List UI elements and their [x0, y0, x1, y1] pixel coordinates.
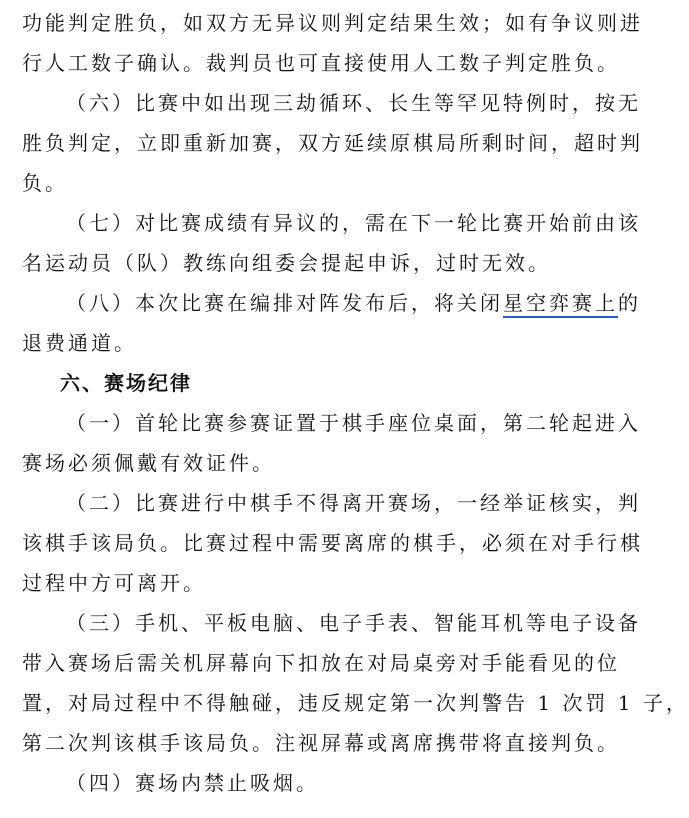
paragraph-line: 过程中方可离开。: [22, 571, 206, 595]
item-8-line: [66, 283, 641, 323]
paragraph-line: 胜负判定，立即重新加赛，双方延续原棋局所剩时间，超时判: [22, 131, 643, 155]
paragraph-line: 功能判定胜负，如双方无异议则判定结果生效；如有争议则进: [22, 11, 643, 35]
item-8-text: （八）本次比赛在编排对阵发布后，将关闭: [66, 291, 503, 315]
item-6-line: （六）比赛中如出现三劫循环、长生等罕见特例时，按无: [66, 91, 641, 115]
paragraph-line: 行人工数子确认。裁判员也可直接使用人工数子判定胜负。: [22, 51, 620, 75]
paragraph-line: 置，对局过程中不得触碰，违反规定第一次判警告 1 次罚 1 子，: [22, 691, 689, 715]
paragraph-line: 赛场必须佩戴有效证件。: [22, 451, 275, 475]
paragraph-line: 第二次判该棋手该局负。注视屏幕或离席携带将直接判负。: [22, 731, 620, 755]
rule-1-line: （一）首轮比赛参赛证置于棋手座位桌面，第二轮起进入: [66, 411, 641, 435]
paragraph-line: 带入赛场后需关机屏幕向下扣放在对局桌旁对手能看见的位: [22, 651, 620, 675]
paragraph-line: 负。: [22, 171, 68, 195]
paragraph-line: 退费通道。: [22, 331, 137, 355]
section-heading: 六、赛场纪律: [60, 371, 192, 395]
rule-2-line: （二）比赛进行中棋手不得离开赛场，一经举证核实，判: [66, 491, 641, 515]
paragraph-line: 该棋手该局负。比赛过程中需要离席的棋手，必须在对手行棋: [22, 531, 643, 555]
rule-4-line: （四）赛场内禁止吸烟。: [66, 771, 319, 795]
xingkong-yisai-link[interactable]: 星空弈赛上: [503, 291, 618, 318]
item-8-text-end: 的: [618, 291, 641, 315]
item-7-line: （七）对比赛成绩有异议的，需在下一轮比赛开始前由该: [66, 211, 641, 235]
rule-3-line: （三）手机、平板电脑、电子手表、智能耳机等电子设备: [66, 611, 641, 635]
paragraph-line: 名运动员（队）教练向组委会提起申诉，过时无效。: [22, 251, 551, 275]
